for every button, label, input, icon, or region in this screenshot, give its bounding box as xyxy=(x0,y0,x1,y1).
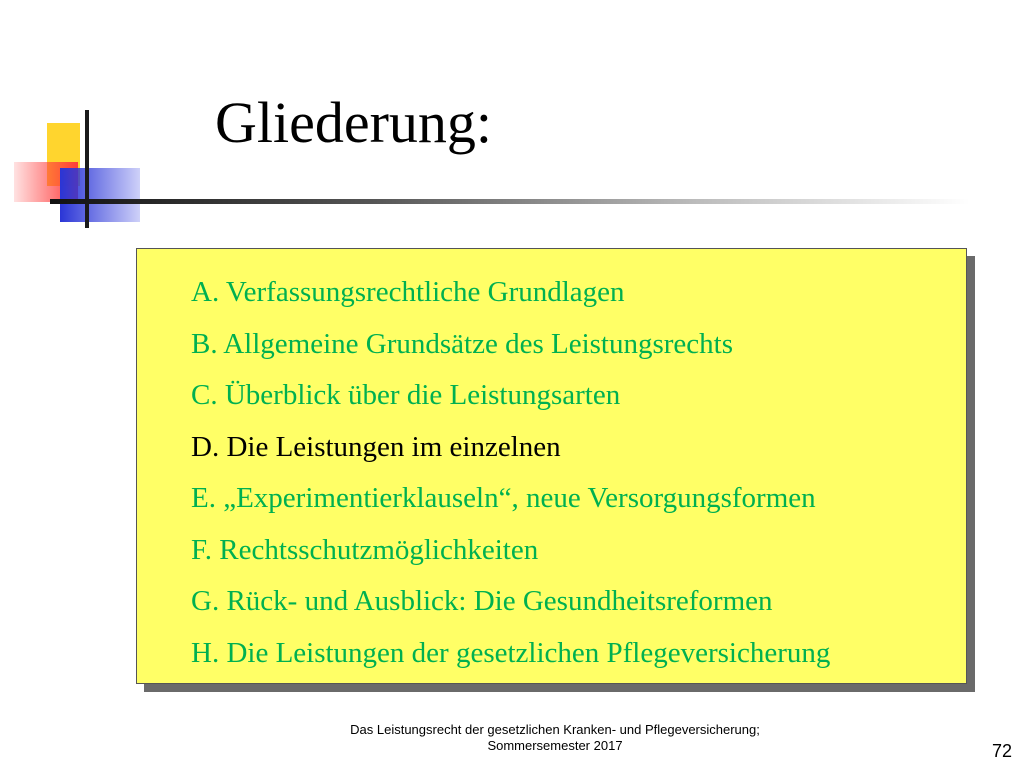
toc-item-d: D. Die Leistungen im einzelnen xyxy=(191,430,561,463)
toc-item-h: H. Die Leistungen der gesetzlichen Pflegeversicherung xyxy=(191,636,831,669)
footer-line-2: Sommersemester 2017 xyxy=(487,738,623,753)
toc-box xyxy=(136,248,967,684)
toc-item-f: F. Rechtsschutzmöglichkeiten xyxy=(191,533,539,566)
toc-item-a: A. Verfassungsrechtliche Grundlagen xyxy=(191,276,625,308)
logo-vertical-line xyxy=(85,110,89,228)
title-underline xyxy=(50,199,970,204)
toc-item-c: C. Überblick über die Leistungsarten xyxy=(191,379,621,411)
toc-item-b: B. Allgemeine Grundsätze des Leistungsrechts xyxy=(191,327,734,360)
footer-line-1: Das Leistungsrecht der gesetzlichen Kranken- und Pflegeversicherung; xyxy=(350,722,760,737)
toc-item-g: G. Rück- und Ausblick: Die Gesundheitsreformen xyxy=(191,585,773,617)
slide-footer xyxy=(250,722,860,754)
toc-list xyxy=(191,267,830,679)
page-number: 72 xyxy=(992,741,1013,761)
slide-title: Gliederung: xyxy=(215,90,493,155)
logo-blue-square xyxy=(60,168,140,222)
toc-item-e: E. „Experimentierklauseln“, neue Versorgungsformen xyxy=(191,482,816,514)
